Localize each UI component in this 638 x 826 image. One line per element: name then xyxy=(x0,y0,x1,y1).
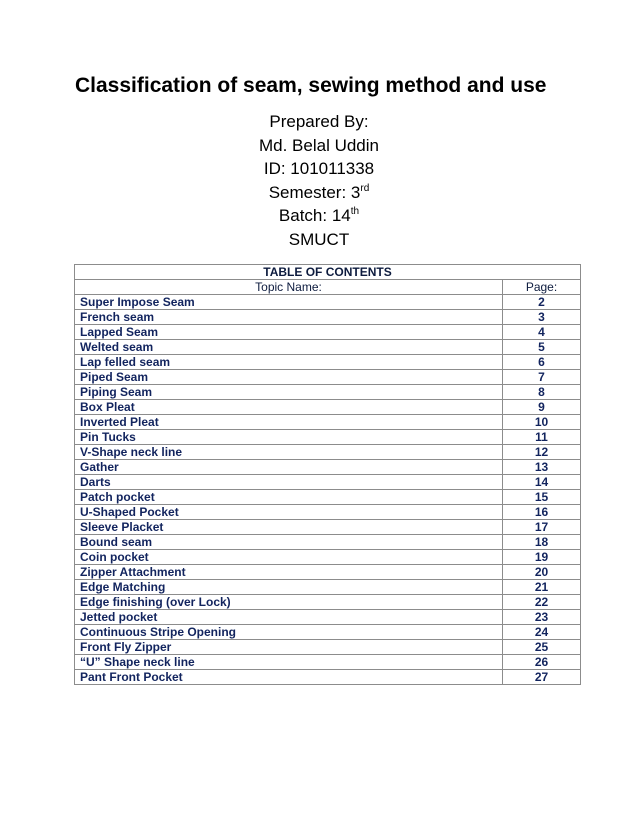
table-row xyxy=(75,655,581,670)
toc-page-number: 26 xyxy=(503,655,581,670)
table-row xyxy=(75,490,581,505)
table-row xyxy=(75,640,581,655)
toc-page-number: 6 xyxy=(503,355,581,370)
toc-page-number: 11 xyxy=(503,430,581,445)
table-row xyxy=(75,430,581,445)
table-row xyxy=(75,625,581,640)
toc-page-number: 14 xyxy=(503,475,581,490)
toc-page-number: 8 xyxy=(503,385,581,400)
toc-page-number: 9 xyxy=(503,400,581,415)
toc-page-number: 27 xyxy=(503,670,581,685)
toc-page-number: 19 xyxy=(503,550,581,565)
table-row xyxy=(75,370,581,385)
toc-page-number: 24 xyxy=(503,625,581,640)
toc-topic-name: Jetted pocket xyxy=(75,610,503,625)
toc-page-number: 13 xyxy=(503,460,581,475)
toc-topic-name: Front Fly Zipper xyxy=(75,640,503,655)
toc-topic-name: Zipper Attachment xyxy=(75,565,503,580)
toc-topic-name: Lap felled seam xyxy=(75,355,503,370)
document-title: Classification of seam, sewing method and use xyxy=(75,74,547,97)
toc-topic-name: Pin Tucks xyxy=(75,430,503,445)
toc-topic-name: U-Shaped Pocket xyxy=(75,505,503,520)
toc-topic-name: Inverted Pleat xyxy=(75,415,503,430)
toc-topic-name: Continuous Stripe Opening xyxy=(75,625,503,640)
toc-page-number: 16 xyxy=(503,505,581,520)
toc-page-number: 23 xyxy=(503,610,581,625)
toc-page-number: 10 xyxy=(503,415,581,430)
table-row xyxy=(75,445,581,460)
toc-page-number: 5 xyxy=(503,340,581,355)
prepared-by-label: Prepared By: xyxy=(269,112,369,131)
table-row xyxy=(75,610,581,625)
toc-page-number: 2 xyxy=(503,295,581,310)
table-of-contents xyxy=(74,264,581,685)
table-row xyxy=(75,475,581,490)
student-id: ID: 101011338 xyxy=(263,159,375,178)
table-row xyxy=(75,550,581,565)
toc-page-number: 15 xyxy=(503,490,581,505)
toc-topic-name: Coin pocket xyxy=(75,550,503,565)
table-row xyxy=(75,580,581,595)
toc-page-number: 12 xyxy=(503,445,581,460)
toc-page-number: 3 xyxy=(503,310,581,325)
toc-page-number: 21 xyxy=(503,580,581,595)
toc-topic-name: Edge Matching xyxy=(75,580,503,595)
toc-topic-name: Darts xyxy=(75,475,503,490)
toc-column-header-row xyxy=(75,280,581,295)
toc-topic-name: Piped Seam xyxy=(75,370,503,385)
toc-topic-name: Patch pocket xyxy=(75,490,503,505)
toc-page-number: 7 xyxy=(503,370,581,385)
table-row xyxy=(75,535,581,550)
semester-ordinal: rd xyxy=(360,182,370,194)
table-row xyxy=(75,310,581,325)
toc-topic-name: V-Shape neck line xyxy=(75,445,503,460)
semester-line xyxy=(0,181,638,205)
table-row xyxy=(75,325,581,340)
toc-topic-name: Welted seam xyxy=(75,340,503,355)
batch-line xyxy=(0,204,638,228)
toc-topic-name: Pant Front Pocket xyxy=(75,670,503,685)
toc-page-number: 18 xyxy=(503,535,581,550)
author-block xyxy=(0,110,638,251)
table-row xyxy=(75,520,581,535)
batch-text: Batch: 14 xyxy=(278,206,351,225)
table-row xyxy=(75,460,581,475)
toc-topic-name: French seam xyxy=(75,310,503,325)
batch-ordinal: th xyxy=(350,206,360,217)
table-row xyxy=(75,385,581,400)
table-row xyxy=(75,400,581,415)
table-row xyxy=(75,355,581,370)
toc-page-number: 4 xyxy=(503,325,581,340)
toc-topic-name: Super Impose Seam xyxy=(75,295,503,310)
toc-topic-name: “U” Shape neck line xyxy=(75,655,503,670)
column-header-page: Page: xyxy=(503,280,581,295)
toc-page-number: 22 xyxy=(503,595,581,610)
toc-page-number: 20 xyxy=(503,565,581,580)
toc-topic-name: Sleeve Placket xyxy=(75,520,503,535)
toc-topic-name: Bound seam xyxy=(75,535,503,550)
toc-heading-row xyxy=(75,265,581,280)
table-row xyxy=(75,565,581,580)
table-row xyxy=(75,295,581,310)
table-row xyxy=(75,595,581,610)
toc-body xyxy=(75,295,581,685)
table-row xyxy=(75,505,581,520)
toc-page-number: 17 xyxy=(503,520,581,535)
table-row xyxy=(75,340,581,355)
table-row xyxy=(75,415,581,430)
toc-page-number: 25 xyxy=(503,640,581,655)
institution: SMUCT xyxy=(288,229,350,249)
toc-topic-name: Edge finishing (over Lock) xyxy=(75,595,503,610)
toc-topic-name: Box Pleat xyxy=(75,400,503,415)
toc-topic-name: Gather xyxy=(75,460,503,475)
semester-text: Semester: 3 xyxy=(268,182,361,202)
toc-heading: TABLE OF CONTENTS xyxy=(75,265,581,280)
column-header-topic: Topic Name: xyxy=(75,280,503,295)
table-row xyxy=(75,670,581,685)
author-name: Md. Belal Uddin xyxy=(258,135,379,155)
toc-topic-name: Piping Seam xyxy=(75,385,503,400)
toc-topic-name: Lapped Seam xyxy=(75,325,503,340)
